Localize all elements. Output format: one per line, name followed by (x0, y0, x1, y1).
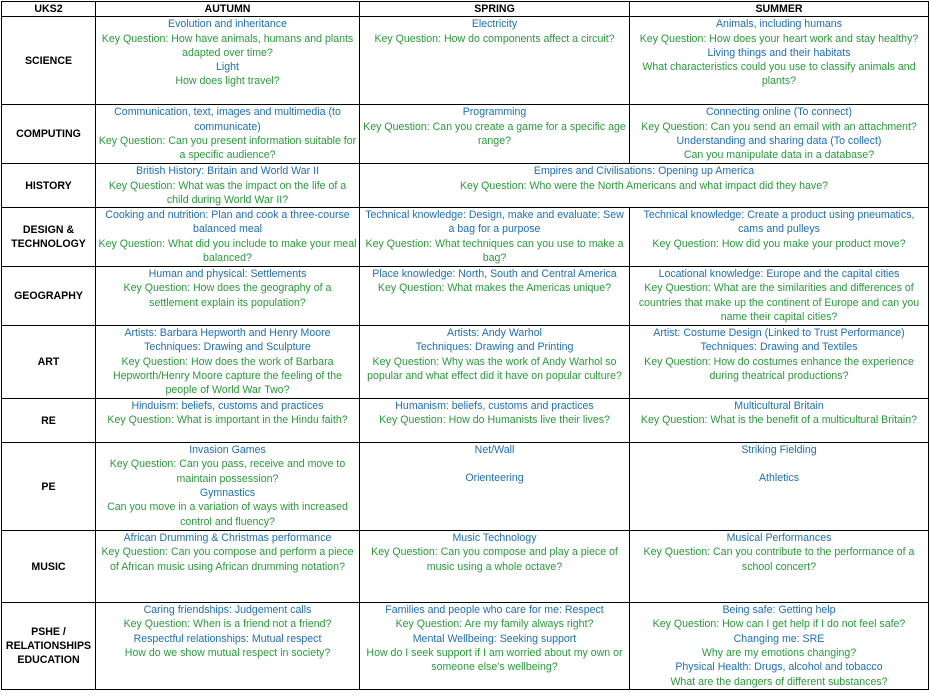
cell-autumn (96, 17, 360, 105)
header-year-group: UKS2 (2, 2, 96, 17)
topic-text: Artists: Andy Warhol (447, 327, 542, 340)
key-question-text: Key Question: When is a friend not a friend? (123, 618, 332, 631)
topic-text: Athletics (758, 472, 800, 485)
cell-spring (360, 17, 630, 105)
header-summer: SUMMER (630, 2, 929, 17)
topic-text: British History: Britain and World War II (135, 165, 320, 178)
cell-spring (360, 531, 630, 603)
curriculum-table (1, 1, 929, 690)
cell-summer (630, 443, 929, 531)
topic-text: Families and people who care for me: Respect (385, 604, 604, 617)
key-question-text: How does light travel? (175, 75, 280, 88)
topic-text: Place knowledge: North, South and Central America (372, 268, 617, 281)
topic-text: Human and physical: Settlements (148, 268, 307, 281)
key-question-text: Can you move in a variation of ways with increased control and fluency? (107, 501, 348, 528)
key-question-text: Key Question: Can you compose and play a piece of music using a whole octave? (371, 546, 618, 573)
cell-summer (630, 105, 929, 164)
topic-text: African Drumming & Christmas performance (123, 532, 332, 545)
row-history (2, 164, 929, 208)
key-question-text: Key Question: What is the benefit of a multicultural Britain? (640, 414, 918, 427)
key-question-text: Key Question: What was the impact on the life of a child during World War II? (108, 179, 347, 206)
topic-text: Musical Performances (726, 532, 832, 545)
key-question-text: Why are my emotions changing? (701, 647, 857, 660)
row-science (2, 17, 929, 105)
topic-text: Hinduism: beliefs, customs and practices (131, 400, 324, 413)
topic-text: Orienteering (465, 472, 524, 485)
topic-text: Techniques: Drawing and Textiles (700, 341, 858, 354)
header-spring: SPRING (360, 2, 630, 17)
cell-spring (360, 267, 630, 326)
topic-text: Gymnastics (199, 487, 256, 500)
row-design-technology (2, 208, 929, 267)
topic-text: Music Technology (452, 532, 537, 545)
topic-text: Empires and Civilisations: Opening up America (533, 165, 755, 178)
topic-text: Techniques: Drawing and Sculpture (144, 341, 311, 354)
key-question-text: Key Question: Who were the North Americans and what impact did they have? (459, 179, 829, 192)
row-music (2, 531, 929, 603)
row-re (2, 399, 929, 443)
topic-text: Respectful relationships: Mutual respect (133, 632, 322, 645)
topic-text: Physical Health: Drugs, alcohol and tobacco (675, 661, 883, 674)
subject-label: PSHE / RELATIONSHIPS EDUCATION (2, 603, 96, 690)
cell-autumn (96, 105, 360, 164)
topic-text: Striking Fielding (741, 444, 817, 457)
topic-text: Humanism: beliefs, customs and practices (395, 400, 594, 413)
subject-label: SCIENCE (2, 17, 96, 105)
topic-text: Mental Wellbeing: Seeking support (412, 632, 577, 645)
topic-text: Being safe: Getting help (722, 604, 836, 617)
key-question-text: Key Question: What did you include to make your meal balanced? (98, 237, 357, 265)
key-question-text: Key Question: Are my family always right? (395, 618, 594, 631)
subject-label: COMPUTING (2, 105, 96, 164)
subject-label: RE (2, 399, 96, 443)
topic-text: Living things and their habitats (707, 46, 851, 59)
topic-text: Net/Wall (474, 444, 515, 457)
spacer (632, 457, 926, 471)
topic-text: Artist: Costume Design (Linked to Trust Performance) (653, 327, 905, 340)
subject-label: DESIGN & TECHNOLOGY (2, 208, 96, 267)
spacer (362, 457, 627, 471)
cell-summer (630, 603, 929, 690)
topic-text: Artists: Barbara Hepworth and Henry Moore (124, 327, 331, 340)
subject-label: PE (2, 443, 96, 531)
key-question-text: Key Question: How do costumes enhance the experience during theatrical productions? (644, 355, 914, 383)
key-question-text: Key Question: How did you make your product move? (652, 237, 906, 250)
key-question-text: Key Question: How do Humanists live their lives? (379, 414, 610, 427)
cell-autumn (96, 208, 360, 267)
row-pshe-relationships-education (2, 603, 929, 690)
key-question-text: How do we show mutual respect in society? (124, 647, 331, 660)
cell-summer (630, 267, 929, 326)
key-question-text: Key Question: How does your heart work and stay healthy? (639, 32, 919, 45)
topic-text: Technical knowledge: Design, make and evaluate: Sew a bag for a purpose (365, 209, 624, 236)
key-question-text: Key Question: Can you create a game for a specific age range? (363, 120, 626, 147)
cell-spring (360, 603, 630, 690)
key-question-text: Key Question: Can you pass, receive and move to maintain possession? (109, 458, 346, 485)
topic-text: Programming (462, 106, 527, 119)
topic-text: Multicultural Britain (734, 400, 824, 413)
subject-label: HISTORY (2, 164, 96, 208)
key-question-text: Key Question: What techniques can you use to make a bag? (365, 237, 624, 265)
key-question-text: Key Question: What is important in the Hindu faith? (107, 414, 348, 427)
key-question-text: Key Question: How can I get help if I do not feel safe? (652, 618, 906, 631)
header-row (2, 2, 929, 17)
topic-text: Evolution and inheritance (168, 18, 287, 31)
key-question-text: Key Question: How does the geography of a settlement explain its population? (123, 282, 332, 309)
header-autumn: AUTUMN (96, 2, 360, 17)
key-question-text: Key Question: How have animals, humans and plants adapted over time? (101, 32, 354, 59)
cell-autumn (96, 603, 360, 690)
key-question-text: Key Question: Why was the work of Andy Warhol so popular and what effect did it have on popular culture? (367, 355, 622, 383)
cell-summer (630, 208, 929, 267)
row-pe (2, 443, 929, 531)
cell-spring (360, 399, 630, 443)
key-question-text: What characteristics could you use to classify animals and plants? (642, 61, 916, 88)
key-question-text: Key Question: How do components affect a circuit? (374, 32, 615, 45)
key-question-text: Key Question: Can you contribute to the performance of a school concert? (643, 546, 915, 573)
key-question-text: What are the dangers of different substances? (670, 675, 888, 688)
key-question-text: Key Question: What are the similarities and differences of countries that make up the continent of Europe and can you name their capital cities? (638, 282, 920, 324)
key-question-text: Can you manipulate data in a database? (683, 149, 875, 162)
topic-text: Changing me: SRE (733, 632, 825, 645)
subject-label: MUSIC (2, 531, 96, 603)
cell-spring-summer (360, 164, 929, 208)
cell-autumn (96, 443, 360, 531)
key-question-text: How do I seek support if I am worried about my own or someone else’s wellbeing? (366, 647, 623, 674)
topic-text: Electricity (471, 18, 518, 31)
row-computing (2, 105, 929, 164)
cell-autumn (96, 531, 360, 603)
topic-text: Cooking and nutrition: Plan and cook a three-course balanced meal (105, 209, 350, 236)
subject-label: GEOGRAPHY (2, 267, 96, 326)
topic-text: Caring friendships: Judgement calls (143, 604, 312, 617)
cell-autumn (96, 326, 360, 399)
key-question-text: Key Question: How does the work of Barbara Hepworth/Henry Moore capture the feeling of the people of World War Two? (112, 355, 343, 397)
key-question-text: Key Question: What makes the Americas unique? (377, 282, 612, 295)
cell-spring (360, 326, 630, 399)
subject-label: ART (2, 326, 96, 399)
cell-spring (360, 443, 630, 531)
topic-text: Connecting online (To connect) (705, 106, 853, 119)
cell-summer (630, 326, 929, 399)
cell-summer (630, 17, 929, 105)
key-question-text: Key Question: Can you compose and perform a piece of African music using African drumming notation? (101, 546, 354, 573)
topic-text: Understanding and sharing data (To collect) (676, 134, 882, 147)
cell-summer (630, 399, 929, 443)
topic-text: Technical knowledge: Create a product using pneumatics, cams and pulleys (643, 209, 915, 236)
topic-text: Light (216, 61, 239, 74)
cell-spring (360, 105, 630, 164)
cell-spring (360, 208, 630, 267)
cell-autumn (96, 267, 360, 326)
cell-autumn (96, 164, 360, 208)
topic-text: Techniques: Drawing and Printing (415, 341, 574, 354)
topic-text: Animals, including humans (715, 18, 842, 31)
topic-text: Locational knowledge: Europe and the capital cities (658, 268, 900, 281)
cell-autumn (96, 399, 360, 443)
topic-text: Communication, text, images and multimedia (to communicate) (114, 106, 341, 133)
row-geography (2, 267, 929, 326)
key-question-text: Key Question: Can you send an email with an attachment? (641, 120, 917, 133)
topic-text: Invasion Games (189, 444, 266, 457)
key-question-text: Key Question: Can you present information suitable for a specific audience? (98, 134, 357, 162)
cell-summer (630, 531, 929, 603)
row-art (2, 326, 929, 399)
